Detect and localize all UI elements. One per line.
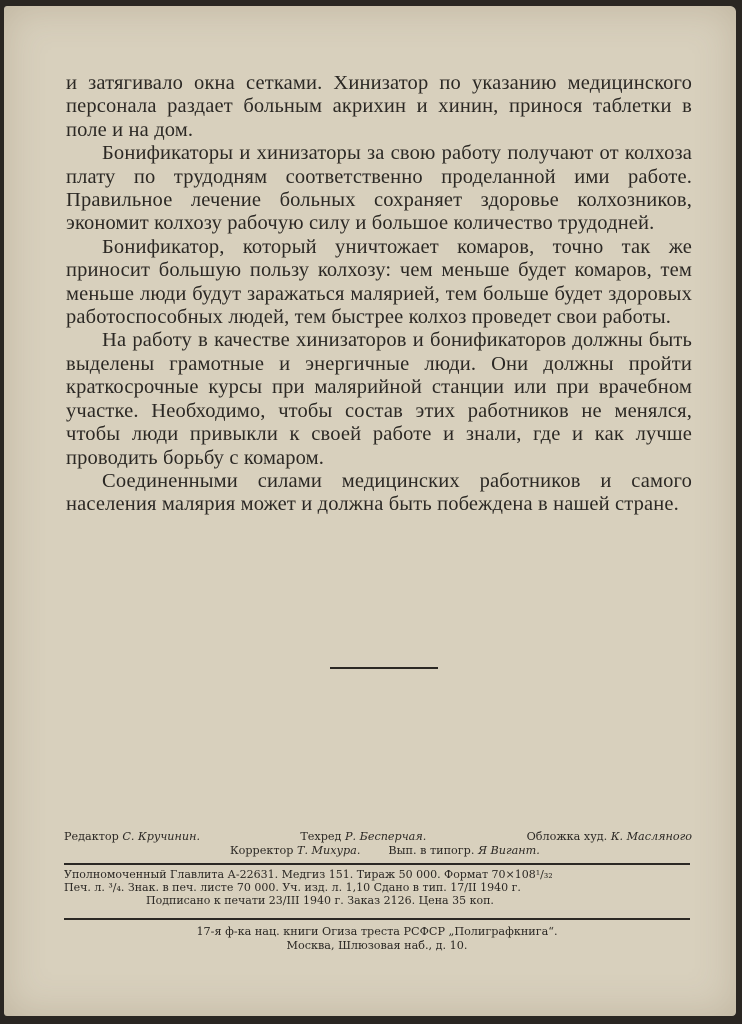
imprint-divider-bottom — [64, 918, 690, 920]
techred-label: Техред — [300, 830, 342, 843]
cover-name: К. Масляного — [610, 830, 692, 843]
corrector-credit — [230, 844, 360, 858]
corrector-name: Т. Михура. — [296, 844, 361, 857]
publication-line-2: Печ. л. ³/₄. Знак. в печ. листе 70 000. Уч. изд. л. 1,10 Сдано в тип. 17/II 1940 г. — [64, 881, 521, 894]
credits-block — [64, 830, 692, 858]
editor-credit — [64, 830, 200, 844]
techred-credit — [300, 830, 426, 844]
imprint-divider-top — [64, 863, 690, 865]
paragraph: и затягивало окна сетками. Хинизатор по указанию медицинского персонала раздает больным акрихин и хинин, принося таблетки в поле и на дом. — [66, 72, 692, 141]
editor-label: Редактор — [64, 830, 119, 843]
credits-row-1 — [64, 830, 692, 844]
publication-data — [64, 868, 692, 907]
publication-line-3: Подписано к печати 23/III 1940 г. Заказ 2126. Цена 35 коп. — [146, 894, 494, 907]
release-label: Вып. в типогр. — [388, 844, 475, 857]
corrector-label: Корректор — [230, 844, 294, 857]
paragraph: Соединенными силами медицинских работников и самого населения малярия может и должна быть побеждена в нашей стране. — [66, 469, 692, 516]
printer-line-1: 17-я ф-ка нац. книги Огиза треста РСФСР „Полиграфкнига“. — [196, 925, 558, 938]
release-credit — [388, 844, 539, 858]
publication-line-1: Уполномоченный Главлита А-22631. Медгиз 151. Тираж 50 000. Формат 70×108¹/₃₂ — [64, 868, 553, 881]
paragraph: Бонификаторы и хинизаторы за свою работу получают от колхоза плату по трудодням соответственно проделанной ими работе. Правильное лечение больных сохраняет здоровье колхозников, экономит колхозу рабочую силу и большое количество трудодней. — [66, 142, 692, 235]
cover-label: Обложка худ. — [526, 830, 608, 843]
printer-line-2: Москва, Шлюзовая наб., д. 10. — [286, 939, 468, 952]
end-divider — [330, 667, 438, 669]
credits-row-2 — [64, 844, 692, 858]
printer-info — [64, 925, 690, 953]
body-text — [66, 72, 692, 517]
paragraph: Бонификатор, который уничтожает комаров, точно так же приносит большую пользу колхозу: чем меньше будет комаров, тем меньше люди будут заражаться малярией, тем больше будет здоровых работоспособных людей, тем быстрее колхоз проведет свои работы. — [66, 235, 692, 329]
techred-name: Р. Бесперчая. — [344, 830, 427, 843]
cover-credit — [527, 830, 692, 844]
editor-name: С. Кручинин. — [122, 830, 201, 843]
book-page — [4, 6, 736, 1016]
release-name: Я Вигант. — [477, 844, 540, 857]
paragraph: На работу в качестве хинизаторов и бонификаторов должны быть выделены грамотные и энергичные люди. Они должны пройти краткосрочные курсы при малярийной станции или при врачебном участке. Необходимо, чтобы состав этих работников не менялся, чтобы люди привыкли к своей работе и знали, где и как лучше проводить борьбу с комаром. — [66, 329, 692, 469]
